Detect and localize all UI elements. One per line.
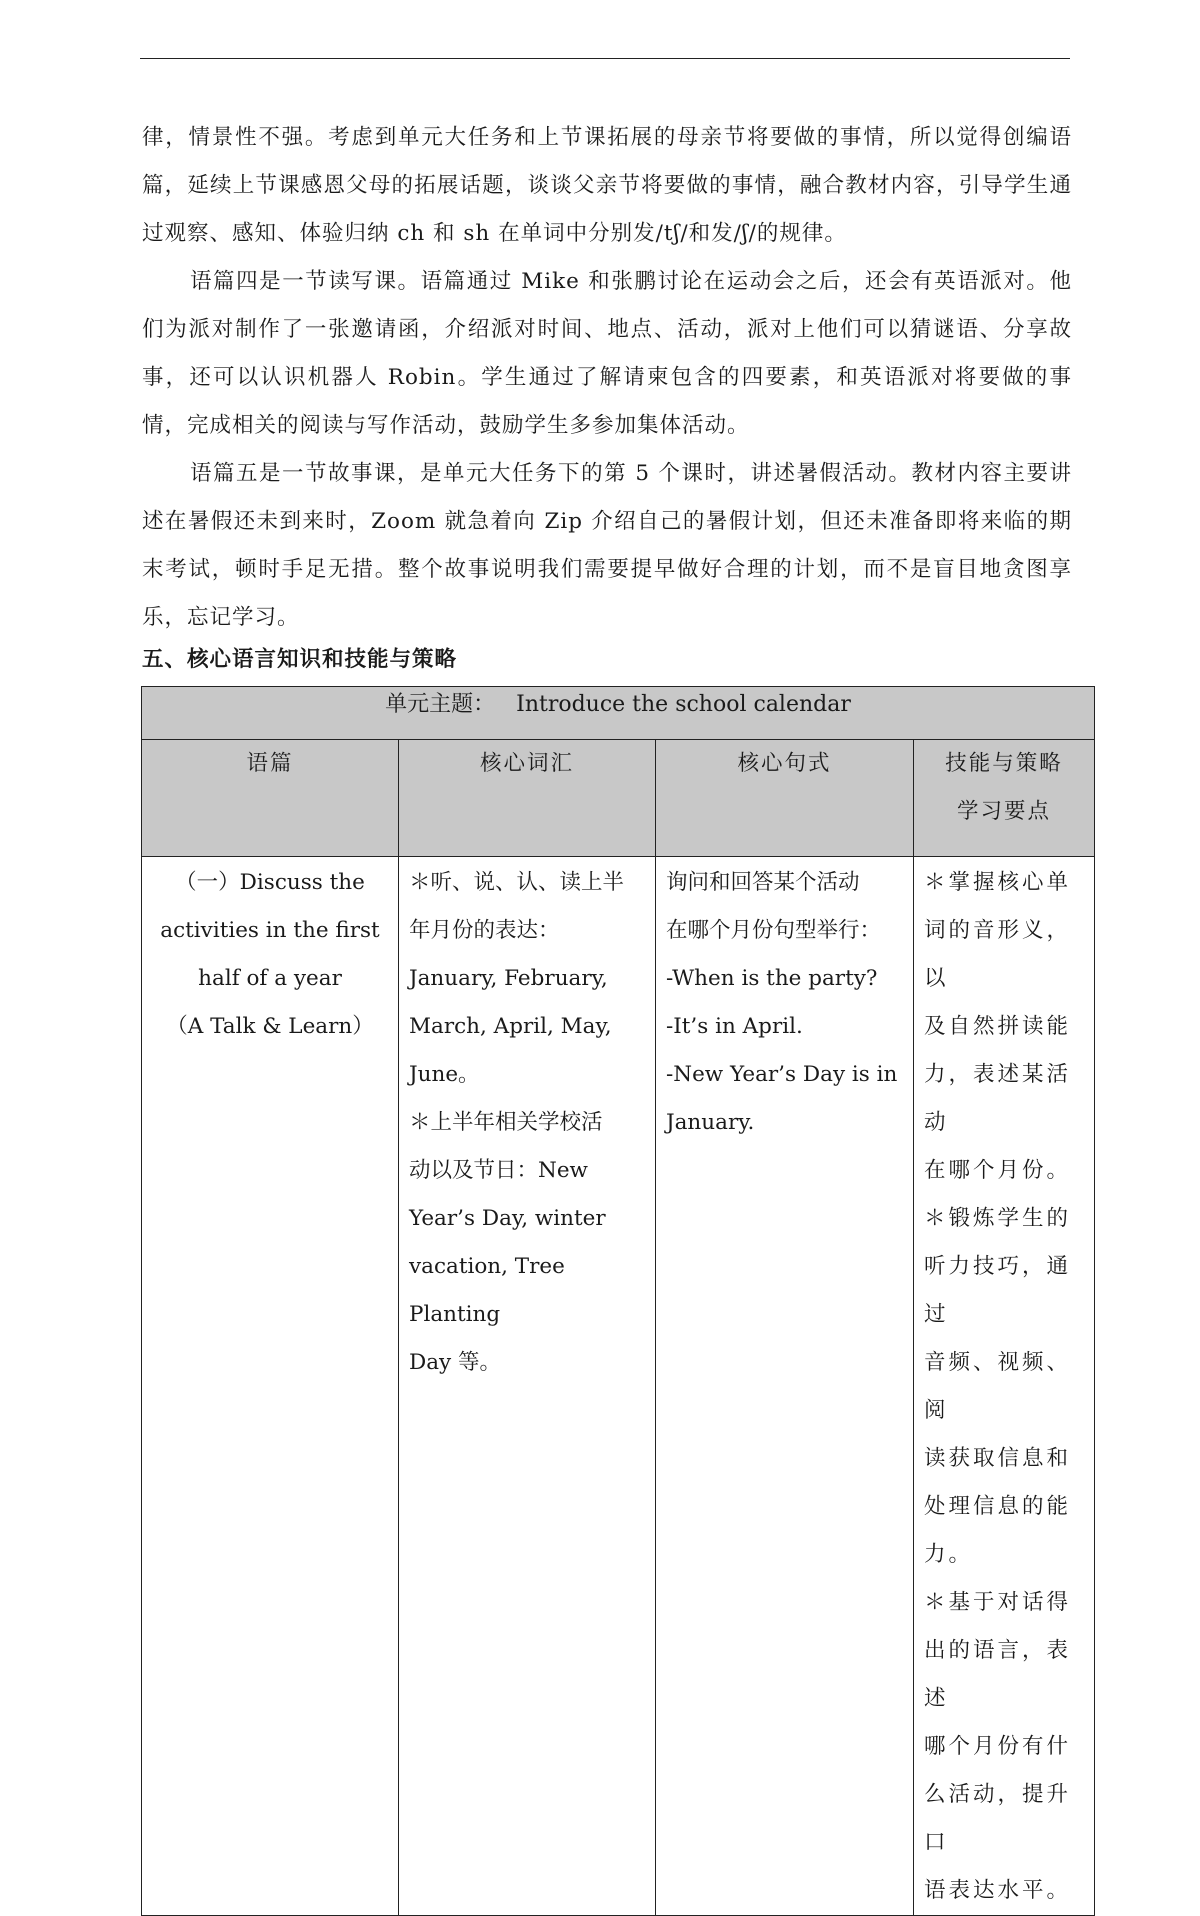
paragraph-continued: 律，情景性不强。考虑到单元大任务和上节课拓展的母亲节将要做的事情，所以觉得创编语篇，延续上节课感恩父母的拓展话题，谈谈父亲节将要做的事情，融合教材内容，引导学生通过观察、感知、体验归纳 ch 和 sh 在单词中分别发/tʃ/和发/ʃ/的规律。 — [142, 125, 1072, 246]
skills-line: 出的语言，表述 — [924, 1638, 1072, 1711]
sentence-line: 询问和回答某个活动 — [666, 870, 860, 895]
sentence-line: 在哪个月份句型举行： — [666, 918, 882, 943]
header-sentence: 核心句式 — [656, 740, 914, 857]
sentence-cell — [656, 857, 914, 1916]
unit-theme-cell — [142, 687, 1095, 740]
sentence-line: January. — [666, 1110, 755, 1135]
skills-line: 及自然拼读能 — [924, 1014, 1072, 1039]
header-skills-line2: 学习要点 — [956, 799, 1051, 824]
paragraph-text-four: 语篇四是一节读写课。语篇通过 Mike 和张鹏讨论在运动会之后，还会有英语派对。他们为派对制作了一张邀请函，介绍派对时间、地点、活动，派对上他们可以猜谜语、分享故事，还可以认识机器人 Robin。学生通过了解请柬包含的四要素，和英语派对将要做的事情，完成相关的阅读与写作活动，鼓励学生多参加集体活动。 — [142, 269, 1072, 438]
skills-line: 力。 — [924, 1542, 974, 1567]
skills-line: 音频、视频、阅 — [924, 1350, 1072, 1423]
skills-line: ＊锻炼学生的 — [924, 1206, 1072, 1231]
skills-line: 处理信息的能 — [924, 1494, 1072, 1519]
paragraph-text-five: 语篇五是一节故事课，是单元大任务下的第 5 个课时，讲述暑假活动。教材内容主要讲述在暑假还未到来时，Zoom 就急着向 Zip 介绍自己的暑假计划，但还未准备即将来临的期末考试，顿时手足无措。整个故事说明我们需要提早做好合理的计划，而不是盲目地贪图享乐，忘记学习。 — [142, 461, 1072, 630]
vocab-line: January, February, — [409, 966, 608, 991]
vocab-line: 动以及节日：New — [409, 1158, 588, 1183]
skills-line: 哪个月份有什 — [924, 1734, 1072, 1759]
vocab-cell — [399, 857, 656, 1916]
vocab-line: ＊上半年相关学校活 — [409, 1110, 603, 1135]
skills-line: 听力技巧，通过 — [924, 1254, 1072, 1327]
text-line: （A Talk & Learn） — [166, 1014, 374, 1039]
sentence-line: -New Year’s Day is in — [666, 1062, 898, 1087]
skills-line: ＊基于对话得 — [924, 1590, 1072, 1615]
text-line: half of a year — [198, 966, 342, 991]
vocab-line: ＊听、说、认、读上半 — [409, 870, 625, 895]
content-row — [142, 857, 1095, 1916]
skills-line: 么活动，提升口 — [924, 1782, 1072, 1855]
unit-theme-value: Introduce the school calendar — [516, 692, 851, 717]
skills-cell — [914, 857, 1095, 1916]
header-skills — [914, 740, 1095, 857]
vocab-line: 年月份的表达： — [409, 918, 560, 943]
header-row — [142, 740, 1095, 857]
skills-line: 在哪个月份。 — [924, 1158, 1072, 1183]
sentence-line: -When is the party? — [666, 966, 878, 991]
vocab-line: vacation, Tree Planting — [409, 1254, 565, 1327]
text-cell — [142, 857, 399, 1916]
sentence-line: -It’s in April. — [666, 1014, 803, 1039]
core-language-table — [141, 686, 1095, 1916]
skills-line: 力，表述某活动 — [924, 1062, 1072, 1135]
header-text: 语篇 — [142, 740, 399, 857]
skills-line: 词的音形义，以 — [924, 918, 1072, 991]
vocab-line: Day 等。 — [409, 1350, 502, 1375]
header-skills-line1: 技能与策略 — [945, 751, 1063, 776]
vocab-line: June。 — [409, 1062, 480, 1087]
skills-line: 语表达水平。 — [924, 1878, 1072, 1903]
theme-row — [142, 687, 1095, 740]
unit-theme-label: 单元主题： — [385, 692, 496, 717]
text-line: （一）Discuss the — [175, 870, 365, 895]
vocab-line: Year’s Day, winter — [409, 1206, 606, 1231]
body-text — [142, 114, 1072, 642]
header-rule — [140, 58, 1070, 59]
skills-line: 读获取信息和 — [924, 1446, 1072, 1471]
section-heading: 五、核心语言知识和技能与策略 — [142, 647, 458, 672]
header-vocab: 核心词汇 — [399, 740, 656, 857]
skills-line: ＊掌握核心单 — [924, 870, 1072, 895]
text-line: activities in the first — [160, 918, 380, 943]
vocab-line: March, April, May, — [409, 1014, 612, 1039]
